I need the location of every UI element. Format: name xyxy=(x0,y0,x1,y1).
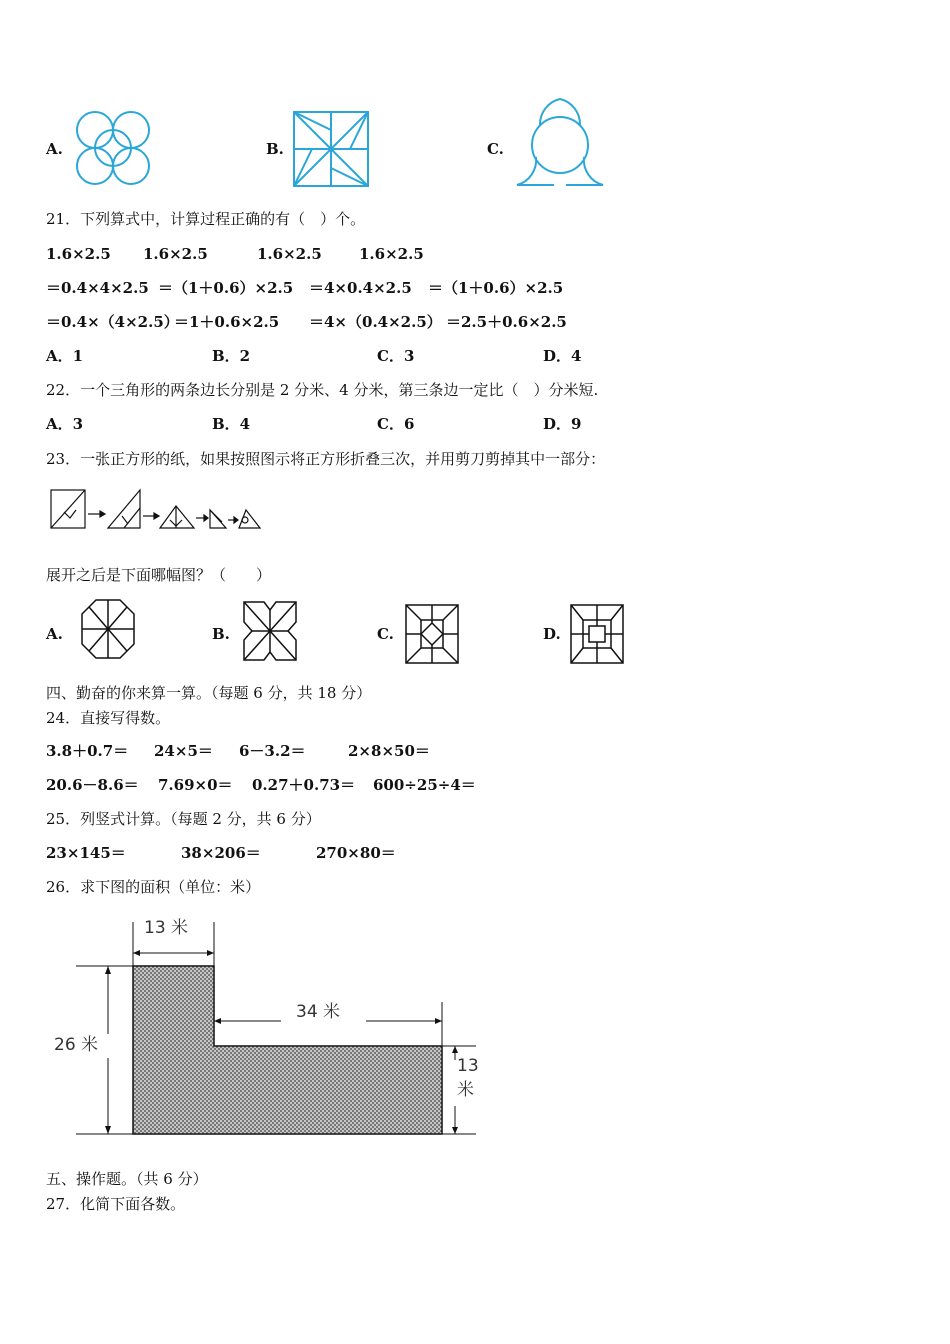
q20-option-a-label: A. xyxy=(46,140,63,158)
q22-choice-a[interactable]: A．3 xyxy=(46,415,84,433)
dim-top-width: 13 米 xyxy=(144,918,189,938)
q21-row2-col4: ＝（1＋0.6）×2.5 xyxy=(428,279,564,297)
q21-choice-a[interactable]: A．1 xyxy=(46,347,84,365)
q22-choice-d[interactable]: D．9 xyxy=(543,415,582,433)
q23-question: 展开之后是下面哪幅图？（ ） xyxy=(46,566,272,584)
q24-item-4: 2×8×50＝ xyxy=(348,742,430,760)
q21-row1-col3: 1.6×2.5 xyxy=(257,245,322,263)
q21-row2-col1: ＝0.4×4×2.5 xyxy=(46,279,149,297)
q21-row3-col3: ＝4×（0.4×2.5） xyxy=(309,313,442,331)
q23-choice-d[interactable]: D. xyxy=(543,625,561,643)
q24-item-5: 20.6－8.6＝ xyxy=(46,776,139,794)
q24-item-1: 3.8＋0.7＝ xyxy=(46,742,129,760)
q23-choice-a[interactable]: A. xyxy=(46,625,63,643)
q27-stem: 27．化简下面各数。 xyxy=(46,1195,186,1213)
q21-row2-col3: ＝4×0.4×2.5 xyxy=(309,279,412,297)
q24-item-2: 24×5＝ xyxy=(154,742,213,760)
q21-row3-col2: ＝1＋0.6×2.5 xyxy=(174,313,280,331)
section-5-title: 五、操作题。（共 6 分） xyxy=(46,1170,208,1188)
q25-item-2: 38×206＝ xyxy=(181,844,261,862)
square-center-square-icon xyxy=(569,603,625,665)
q26-stem: 26．求下图的面积（单位：米） xyxy=(46,878,261,896)
q24-item-6: 7.69×0＝ xyxy=(158,776,233,794)
q21-row1-col4: 1.6×2.5 xyxy=(359,245,424,263)
q22-choice-c[interactable]: C．6 xyxy=(377,415,415,433)
q23-stem: 23．一张正方形的纸，如果按照图示将正方形折叠三次，并用剪刀剪掉其中一部分： xyxy=(46,450,606,468)
q23-choice-b[interactable]: B. xyxy=(212,625,230,643)
q21-row3-col1: ＝0.4×（4×2.5） xyxy=(46,313,179,331)
q24-item-8: 600÷25÷4＝ xyxy=(373,776,476,794)
q20-option-c-label: C. xyxy=(487,140,504,158)
dim-right-height-unit: 米 xyxy=(457,1080,474,1100)
q25-item-1: 23×145＝ xyxy=(46,844,126,862)
q22-stem: 22．一个三角形的两条边长分别是 2 分米、4 分米，第三条边一定比（ ）分米短. xyxy=(46,381,599,399)
q24-stem: 24．直接写得数。 xyxy=(46,709,171,727)
octagon-icon xyxy=(80,598,136,660)
q25-stem: 25．列竖式计算。（每题 2 分，共 6 分） xyxy=(46,810,321,828)
q21-row3-col4: ＝2.5＋0.6×2.5 xyxy=(446,313,567,331)
dim-inner-width: 34 米 xyxy=(296,1002,341,1022)
folding-steps-figure xyxy=(48,486,263,534)
q21-row1-col2: 1.6×2.5 xyxy=(143,245,208,263)
l-shape-area-figure xyxy=(46,910,486,1142)
notched-square-icon xyxy=(242,600,298,662)
q24-item-7: 0.27＋0.73＝ xyxy=(252,776,356,794)
section-4-title: 四、勤奋的你来算一算。（每题 6 分，共 18 分） xyxy=(46,684,372,702)
q20-option-b-label: B. xyxy=(266,140,284,158)
three-arc-circle-icon xyxy=(512,97,608,189)
q21-choice-d[interactable]: D．4 xyxy=(543,347,582,365)
q25-item-3: 270×80＝ xyxy=(316,844,396,862)
q21-choice-b[interactable]: B．2 xyxy=(212,347,251,365)
q22-choice-b[interactable]: B．4 xyxy=(212,415,251,433)
diamond-center-square-icon xyxy=(404,603,460,665)
dim-right-height-num: 13 xyxy=(457,1056,479,1076)
dim-height: 26 米 xyxy=(54,1035,99,1055)
q21-row2-col2: ＝（1＋0.6）×2.5 xyxy=(158,279,294,297)
q21-row1-col1: 1.6×2.5 xyxy=(46,245,111,263)
q21-stem: 21．下列算式中，计算过程正确的有（ ）个。 xyxy=(46,210,366,228)
q21-choice-c[interactable]: C．3 xyxy=(377,347,415,365)
q23-choice-c[interactable]: C. xyxy=(377,625,394,643)
q24-item-3: 6－3.2＝ xyxy=(239,742,306,760)
pinwheel-icon xyxy=(292,110,370,188)
four-circle-flower-icon xyxy=(72,108,154,188)
